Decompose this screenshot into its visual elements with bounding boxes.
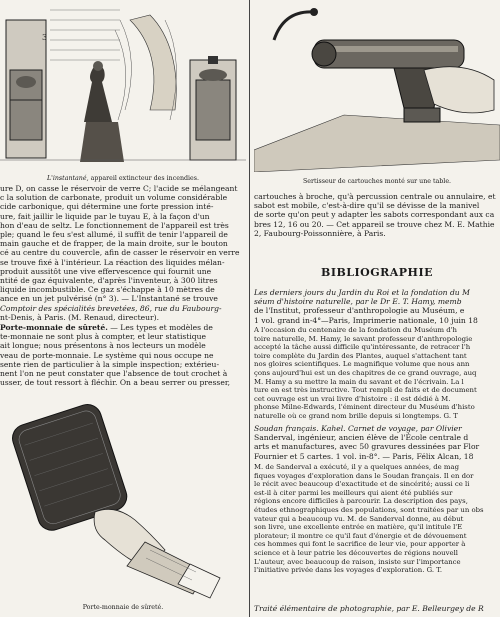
text-line: usser, de tout ressort à fléchir. On a beau serrer ou presser,	[0, 378, 231, 388]
text-line: çons aujourd'hui est un des chapitres de ce grand ouvrage, auq	[254, 368, 477, 377]
text-line: son livre, une excellente entrée en matière, qu'il intitule l'E	[254, 523, 463, 532]
text-line: ait longue; nous présentons à nos lecteurs un modèle	[0, 341, 206, 351]
text-line: sabot est mobile, c'est-à-dire qu'il se dévisse de la manivel	[254, 201, 480, 211]
text-line: sente rien de particulier à la simple inspection; extérieu-	[0, 359, 220, 369]
text-line: ple; quand le feu s'est allumé, il suffit de tenir l'appareil de	[0, 230, 228, 240]
left-paragraph-2	[0, 323, 246, 387]
text-line: naturelle où ce grand nom brille depuis si longtemps. G. T	[254, 411, 458, 420]
text-line: cé au centre du couvercle, afin de casser le réservoir en verre	[0, 248, 240, 258]
text-line: plorateur; il montre ce qu'il faut d'énergie et de dévouement	[254, 531, 467, 540]
bibliography-entry-3-title	[254, 604, 500, 613]
figure1-caption-text: appareil extincteur des incendies.	[88, 175, 200, 182]
text-line: l'initiative privée dans les voyages d'exploration. G. T.	[254, 566, 443, 575]
cartridge-crimper-illustration	[254, 0, 500, 172]
text-line: toire naturelle, M. Hamy, le savant professeur d'anthropologie	[254, 334, 473, 343]
text-line: vateur qui a beaucoup vu. M. de Sanderval donne, au début	[254, 514, 464, 523]
text-line: M. de Sanderval a exécuté, il y a quelques années, de mag	[254, 463, 459, 471]
text-line: veau de porte-monnaie. Le système qui nous occupe ne	[0, 350, 214, 360]
text-line: hon d'eau de seltz. Le fonctionnement de l'appareil est très	[0, 220, 229, 230]
figure3-caption: Sertisseur de cartouches monté sur une table.	[302, 178, 452, 185]
bibliography-entry-2-title	[254, 424, 500, 461]
text-line: 2, Faubourg-Poissonnière, à Paris.	[254, 228, 386, 238]
text-line: arts et manufactures, avec 50 gravures dessinées par Flor	[254, 442, 480, 452]
figure1-caption	[0, 175, 246, 182]
text-line: Fournier et 5 cartes. 1 vol. in-8°. — Paris, Félix Alcan, 18	[254, 451, 474, 461]
text-line: Soudan français. Kahel. Carnet de voyage, par Olivier	[254, 424, 462, 433]
text-line: cartouches à broche, qu'à percussion centrale ou annulaire, et	[254, 192, 496, 201]
text-line: ure D, on casse le réservoir de verre C; l'acide se mélangeant	[0, 184, 238, 193]
text-line: séum d'histoire naturelle, par le Dr E. T. Hamy, memb	[254, 297, 462, 307]
text-line: bres 12, 16 ou 20. — Cet appareil se trouve chez M. E. Mathie	[254, 219, 495, 229]
text-line: c la solution de carbonate, produit un volume considérable	[0, 193, 228, 203]
bibliography-entry-1-body	[254, 326, 500, 421]
text-line: liquide incombustible. Ce gaz s'échappe à 10 mètres de	[0, 285, 215, 295]
text-line: 1 vol. grand in-4°—Paris, Imprimerie nationale, 10 juin 18	[254, 315, 478, 325]
text-line: se trouve fixé à l'intérieur. La réaction des liquides mélan-	[0, 257, 225, 267]
bibliography-entry-1-title	[254, 288, 500, 325]
text-line: cet ouvrage est un vrai livre d'histoire : il est dédié à M.	[254, 394, 451, 403]
text-line: phonse Milne-Edwards, l'éminent directeur du Muséum d'histo	[254, 403, 475, 412]
right-column	[254, 0, 500, 617]
text-line: de l'Institut, professeur d'anthropologie au Muséum, e	[254, 306, 465, 316]
text-line: toire complète du Jardin des Plantes, auquel s'attachent tant	[254, 351, 467, 360]
column-divider	[249, 0, 250, 617]
text-line: ces hommes qui font le sacrifice de leur vie, pour apporter à	[254, 540, 466, 549]
text-line: nent l'on ne peut constater que l'absence de tout crochet à	[0, 369, 228, 379]
text-line: nt-Denis, à Paris. (M. Renaud, directeur).	[0, 312, 160, 322]
text-line: de sorte qu'on peut y adapter les sabots correspondant aux ca	[254, 210, 495, 220]
text-line: A l'occasion du centenaire de la fondation du Muséum d'h	[254, 326, 457, 334]
text-line: L'auteur, avec beaucoup de raison, insiste sur l'importance	[254, 557, 461, 566]
text-line: est-il à citer parmi les meilleurs qui aient été publiés sur	[254, 488, 453, 497]
text-line: fiques voyages d'exploration dans le Soudan français. Il en dor	[254, 471, 474, 480]
text-line: études ethnographiques des populations, sont traitées par un obs	[254, 505, 484, 514]
text-line: nos gloires scientifiques. Le magnifique volume que nous ann	[254, 360, 470, 369]
text-line: — Les types et modèles de	[107, 323, 213, 332]
porte-monnaie-heading: Porte-monnaie de sûreté.	[0, 323, 108, 332]
text-line: le récit avec beaucoup d'exactitude et de sincérité; aussi ce li	[254, 480, 470, 489]
text-line: ance en un jet pulvérisé (n° 3). — L'Instantané se trouve	[0, 294, 218, 304]
text-line: Comptoir des spécialités brevetées, 86, rue du Faubourg-	[0, 303, 222, 313]
text-line: science et à leur patrie les découvertes de régions nouvell	[254, 548, 458, 557]
text-line: ure, fait jaillir le liquide par le tuyau E, à la façon d'un	[0, 211, 210, 221]
right-paragraph-1	[254, 192, 500, 238]
text-line: main gauche et de frapper, de la main droite, sur le bouton	[0, 239, 228, 249]
bibliography-heading: BIBLIOGRAPHIE	[321, 266, 433, 279]
purse-illustration	[0, 392, 246, 602]
text-line: te-monnaie ne sont plus à compter, et leur statistique	[0, 332, 207, 342]
fire-extinguisher-illustration	[0, 0, 246, 172]
figure1-caption-title: L'instantané,	[46, 175, 89, 182]
figure2-caption: Porte-monnaie de sûreté.	[82, 604, 164, 611]
text-line: accepté la tâche aussi difficile qu'intéressante, de retracer l'h	[254, 343, 471, 352]
text-line: Les derniers jours du Jardin du Roi et la fondation du M	[254, 288, 470, 297]
text-line: régions encore difficiles à parcourir. La description des pays,	[254, 497, 468, 506]
bibliography-entry-2-body	[254, 463, 500, 575]
text-line: produit aussitôt une vive effervescence qui fournit une	[0, 266, 212, 276]
text-line: ture en est très instructive. Tout rempli de faits et de document	[254, 386, 477, 395]
text-line: M. Hamy a su mettre la main du savant et de l'écrivain. La l	[254, 377, 464, 386]
text-line: Traité élémentaire de photographie, par E. Belleurgey de R	[254, 604, 484, 613]
text-line: cide carbonique, qui détermine une forte pression inté-	[0, 202, 214, 212]
left-paragraph-1	[0, 184, 246, 322]
left-column	[0, 0, 246, 617]
text-line: Sanderval, ingénieur, ancien élève de l'École centrale d	[254, 433, 469, 443]
svg-text:3: 3	[42, 33, 48, 42]
text-line: ntité de gaz équivalente, d'après l'inventeur, à 300 litres	[0, 276, 218, 286]
